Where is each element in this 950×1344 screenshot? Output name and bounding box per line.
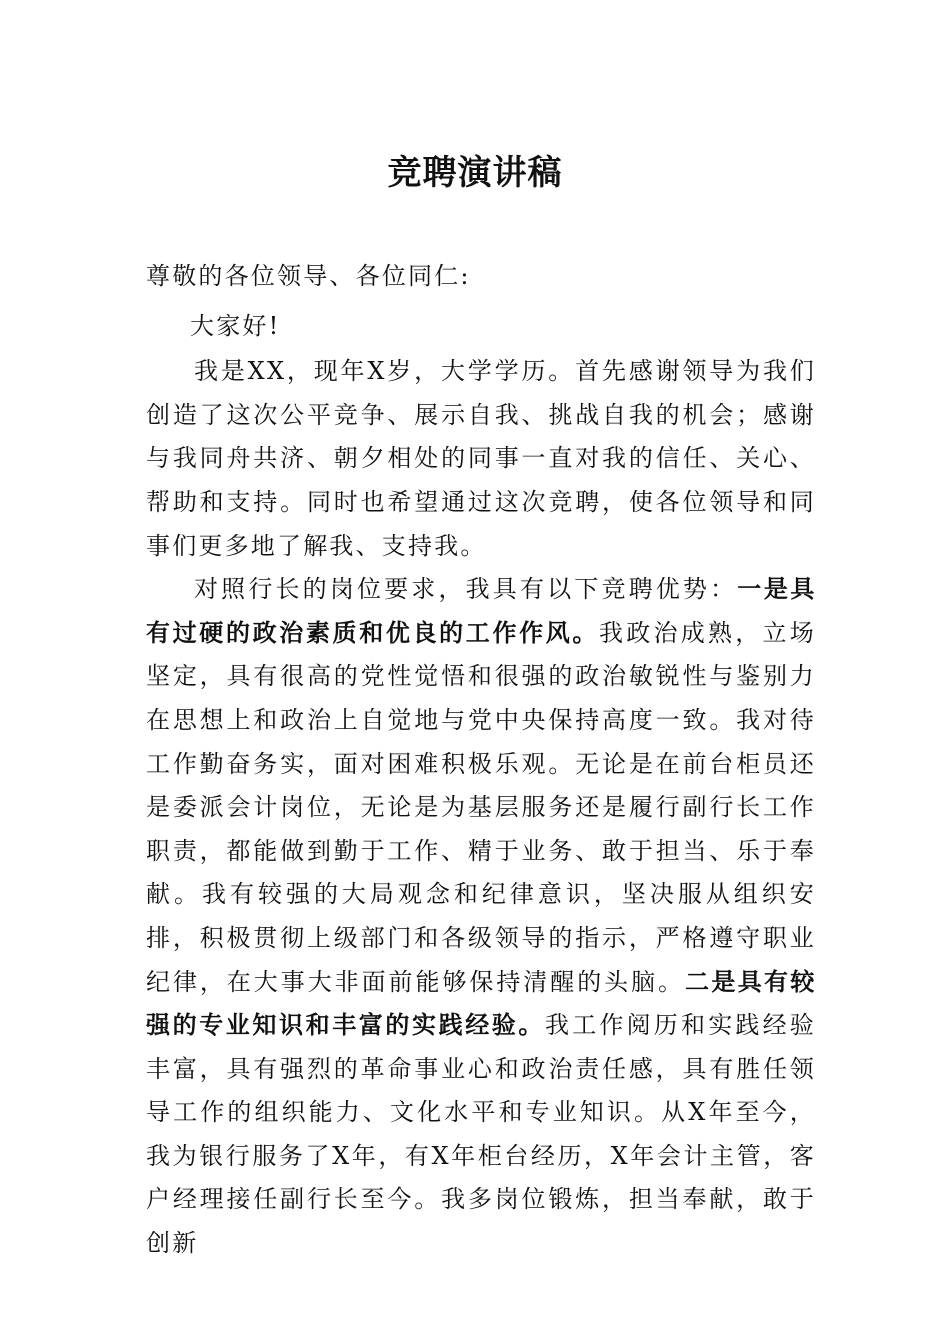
advantages-intro: 对照行长的岗位要求，我具有以下竞聘优势： [194,575,738,604]
paragraph-introduction: 我是XX，现年X岁，大学学历。首先感谢领导为我们创造了这次公平竞争、展示自我、挑战自我的机会；感谢与我同舟共济、朝夕相处的同事一直对我的信任、关心、帮助和支持。同时也希望通过这次竞聘，使各位领导和同事们更多地了解我、支持我。 [146,357,816,560]
document-title: 竞聘演讲稿 [387,153,563,193]
salutation: 尊敬的各位领导、各位同仁: [146,262,471,290]
document-body [146,255,816,1266]
point1-text: 我政治成熟，立场坚定，具有很高的党性觉悟和很强的政治敏锐性与鉴别力在思想上和政治上自觉地与党中央保持高度一致。我对待工作勤奋务实，面对困难积极乐观。无论是在前台柜员还是委派会计岗位，无论是为基层服务还是履行副行长工作职责，都能做到勤于工作、精于业务、敢于担当、乐于奉献。我有较强的大局观念和纪律意识，坚决服从组织安排，积极贯彻上级部门和各级领导的指示，严格遵守职业纪律，在大事大非面前能够保持清醒的头脑。 [146,618,816,996]
paragraph-advantages [146,568,816,1266]
greeting: 大家好! [190,311,281,340]
point2-heading: 二是具有较强的专业知识和丰富的实践经验。 [146,967,816,1040]
point2-text: 我工作阅历和实践经验丰富，具有强烈的革命事业心和政治责任感，具有胜任领导工作的组织能力、文化水平和专业知识。从X年至今，我为银行服务了X年，有X年柜台经历，X年会计主管，客户经理接任副行长至今。我多岗位锻炼，担当奉献，敢于创新 [146,1011,816,1258]
point1-heading: 一是具有过硬的政治素质和优良的工作作风。 [146,575,816,647]
